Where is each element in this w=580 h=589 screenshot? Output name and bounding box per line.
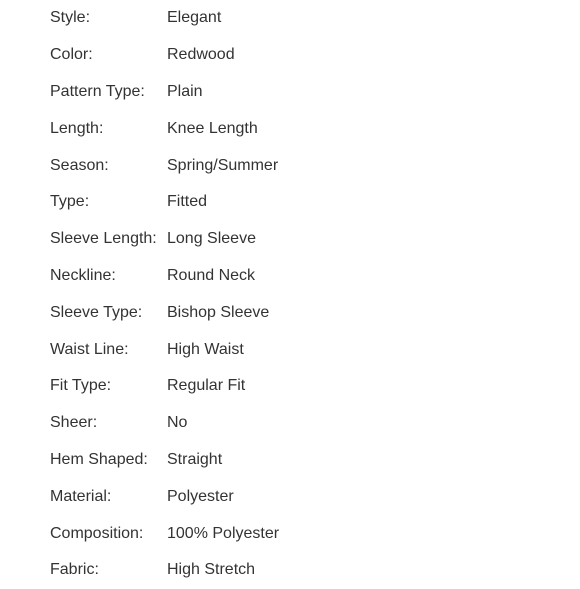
spec-row-length bbox=[50, 110, 550, 147]
spec-label: Sheer: bbox=[50, 414, 98, 432]
product-spec-list bbox=[50, 0, 550, 589]
spec-row-style bbox=[50, 0, 550, 37]
spec-value: High Waist bbox=[167, 340, 244, 358]
spec-value: Fitted bbox=[167, 193, 208, 211]
spec-value: High Stretch bbox=[167, 561, 256, 579]
spec-row-color bbox=[50, 37, 550, 74]
spec-label: Material: bbox=[50, 487, 112, 505]
spec-value: Spring/Summer bbox=[167, 156, 279, 174]
spec-label: Hem Shaped: bbox=[50, 450, 148, 468]
spec-label: Fabric: bbox=[50, 561, 99, 579]
spec-label: Sleeve Type: bbox=[50, 303, 143, 321]
spec-value: Elegant bbox=[167, 9, 222, 27]
spec-label: Type: bbox=[50, 193, 90, 211]
spec-label: Season: bbox=[50, 156, 109, 174]
spec-label: Waist Line: bbox=[50, 340, 129, 358]
spec-row-hem-shaped bbox=[50, 442, 550, 479]
spec-row-waist-line bbox=[50, 331, 550, 368]
spec-value: Bishop Sleeve bbox=[167, 303, 270, 321]
spec-row-neckline bbox=[50, 258, 550, 295]
spec-row-sleeve-length bbox=[50, 221, 550, 258]
spec-row-sheer bbox=[50, 405, 550, 442]
spec-label: Color: bbox=[50, 46, 93, 64]
spec-label: Fit Type: bbox=[50, 377, 112, 395]
spec-value: Long Sleeve bbox=[167, 230, 256, 248]
spec-row-composition bbox=[50, 515, 550, 552]
spec-label: Pattern Type: bbox=[50, 82, 145, 100]
spec-value: Knee Length bbox=[167, 119, 258, 137]
spec-row-sleeve-type bbox=[50, 294, 550, 331]
spec-row-fabric bbox=[50, 552, 550, 589]
spec-value: No bbox=[167, 414, 188, 432]
spec-label: Composition: bbox=[50, 524, 144, 542]
spec-value: Redwood bbox=[167, 46, 235, 64]
spec-row-pattern-type bbox=[50, 74, 550, 111]
spec-value: Plain bbox=[167, 82, 203, 100]
spec-row-season bbox=[50, 147, 550, 184]
spec-label: Neckline: bbox=[50, 266, 116, 284]
spec-value: Regular Fit bbox=[167, 377, 246, 395]
spec-row-material bbox=[50, 478, 550, 515]
spec-label: Length: bbox=[50, 119, 104, 137]
spec-value: Polyester bbox=[167, 487, 234, 505]
spec-value: Round Neck bbox=[167, 266, 256, 284]
spec-row-type bbox=[50, 184, 550, 221]
spec-value: Straight bbox=[167, 450, 223, 468]
spec-label: Sleeve Length: bbox=[50, 230, 157, 248]
spec-label: Style: bbox=[50, 9, 91, 27]
spec-row-fit-type bbox=[50, 368, 550, 405]
spec-value: 100% Polyester bbox=[167, 524, 280, 542]
